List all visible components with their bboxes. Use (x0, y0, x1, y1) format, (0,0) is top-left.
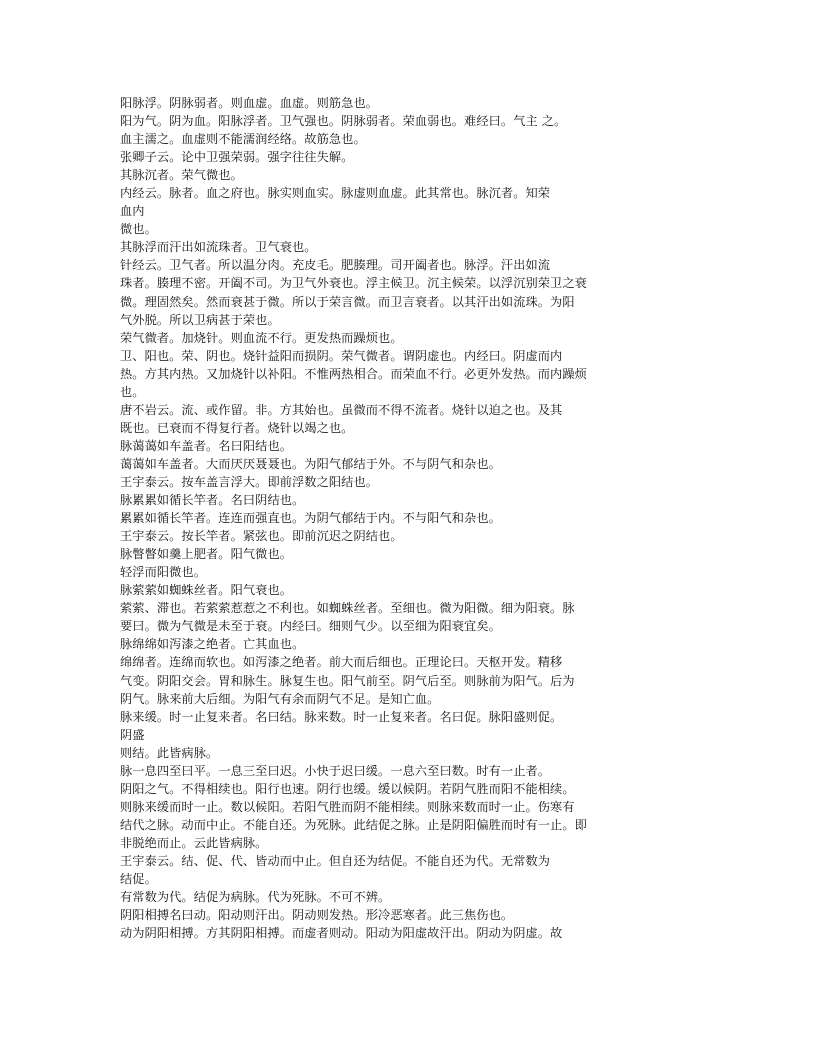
text-line: 气变。阴阳交会。胃和脉生。脉复生也。阳气前至。阴气后至。则脉前为阳气。后为 (120, 673, 575, 688)
text-line: 阴阳相搏名曰动。阳动则汗出。阴动则发热。形冷恶寒者。此三焦伤也。 (120, 908, 514, 923)
text-line: 阳脉浮。阴脉弱者。则血虚。血虚。则筋急也。 (120, 96, 379, 110)
text-line: 结促。 (120, 872, 157, 887)
text-line: 脉萦萦如蜘蛛丝者。阳气衰也。 (120, 583, 293, 598)
text-line: 脉累累如循长竿者。名曰阴结也。 (120, 493, 305, 508)
text-line: 唐不岩云。流、或作留。非。方其始也。虽微而不得不流者。烧针以迫之也。及其 (120, 402, 563, 417)
text-line: 张卿子云。论中卫强荣弱。强字往往失解。 (120, 150, 354, 165)
text-line: 荣气微者。加烧针。则血流不行。更发热而躁烦也。 (120, 330, 403, 345)
text-line: 动为阴阳相搏。方其阴阳相搏。而虚者则动。阳动为阳虚故汗出。阴动为阴虚。故 (120, 926, 563, 941)
text-line: 累累如循长竿者。连连而强直也。为阴气郁结于内。不与阳气和杂也。 (120, 511, 501, 526)
text-line: 萦萦、滞也。若萦萦惹惹之不利也。如蜘蛛丝者。至细也。微为阳微。细为阳衰。脉 (120, 601, 575, 616)
text-line: 血内 (120, 204, 145, 219)
text-line: 结代之脉。动而中止。不能自还。为死脉。此结促之脉。止是阴阳偏胜而时有一止。即 (120, 817, 587, 832)
text-line: 血主濡之。血虚则不能濡润经络。故筋急也。 (120, 132, 366, 147)
text-line: 其脉浮而汗出如流珠者。卫气衰也。 (120, 240, 317, 255)
text-line: 脉瞥瞥如羹上肥者。阳气微也。 (120, 547, 293, 562)
text-line: 要曰。微为气微是未至于衰。内经曰。细则气少。以至细为阳衰宜矣。 (120, 619, 501, 634)
text-line: 蔼蔼如车盖者。大而厌厌聂聂也。为阳气郁结于外。不与阴气和杂也。 (120, 456, 501, 471)
text-line: 阴气。脉来前大后细。为阳气有余而阴气不足。是知亡血。 (120, 691, 440, 706)
text-line: 绵绵者。连绵而软也。如泻漆之绝者。前大而后细也。正理论曰。天枢开发。精移 (120, 655, 563, 670)
text-line: 王宇泰云。按车盖言浮大。即前浮数之阳结也。 (120, 474, 379, 489)
text-line: 卫、阳也。荣、阴也。烧针益阳而损阴。荣气微者。谓阴虚也。内经曰。阴虚而内 (120, 348, 563, 363)
text-line: 微。理固然矣。然而衰甚于微。所以于荣言微。而卫言衰者。以其汗出如流珠。为阳 (120, 294, 575, 309)
text-line: 其脉沉者。荣气微也。 (120, 168, 243, 183)
text-line: 气外脱。所以卫病甚于荣也。 (120, 312, 280, 327)
text-line: 微也。 (120, 222, 157, 237)
text-line: 阳为气。阴为血。阳脉浮者。卫气强也。阴脉弱者。荣血弱也。难经曰。气主 之。 (120, 114, 567, 129)
text-line: 脉一息四至曰平。一息三至曰迟。小快于迟曰缓。一息六至曰数。时有一止者。 (120, 763, 551, 778)
text-line: 也。 (120, 384, 145, 399)
text-line: 阴盛 (120, 727, 145, 742)
text-line: 脉来缓。时一止复来者。名曰结。脉来数。时一止复来者。名曰促。脉阳盛则促。 (120, 709, 563, 724)
document-page (120, 94, 740, 942)
text-line: 则脉来缓而时一止。数以候阳。若阳气胜而阴不能相续。则脉来数而时一止。伤寒有 (120, 799, 575, 814)
text-line: 王宇泰云。按长竿者。紧弦也。即前沉迟之阴结也。 (120, 529, 403, 544)
text-line: 既也。已衰而不得复行者。烧针以竭之也。 (120, 420, 354, 435)
text-line: 轻浮而阳微也。 (120, 565, 207, 580)
text-line: 针经云。卫气者。所以温分肉。充皮毛。肥腠理。司开阖者也。脉浮。汗出如流 (120, 258, 551, 273)
text-line: 王宇泰云。结、促、代、皆动而中止。但自还为结促。不能自还为代。无常数为 (120, 853, 551, 868)
text-line: 脉绵绵如泻漆之绝者。亡其血也。 (120, 637, 305, 652)
text-line: 脉蔼蔼如车盖者。名曰阳结也。 (120, 438, 293, 453)
text-line: 内经云。脉者。血之府也。脉实则血实。脉虚则血虚。此其常也。脉沉者。知荣 (120, 186, 551, 201)
text-line: 珠者。腠理不密。开阖不司。为卫气外衰也。浮主候卫。沉主候荣。以浮沉别荣卫之衰 (120, 276, 587, 291)
text-line: 热。方其内热。又加烧针以补阳。不惟两热相合。而荣血不行。必更外发热。而内躁烦 (120, 366, 587, 381)
text-line: 阴阳之气。不得相续也。阳行也速。阴行也缓。缓以候阴。若阴气胜而阳不能相续。 (120, 781, 575, 796)
text-line: 非脱绝而止。云此皆病脉。 (120, 835, 268, 850)
text-line: 有常数为代。结促为病脉。代为死脉。不可不辨。 (120, 890, 391, 905)
text-line: 则结。此皆病脉。 (120, 745, 219, 760)
